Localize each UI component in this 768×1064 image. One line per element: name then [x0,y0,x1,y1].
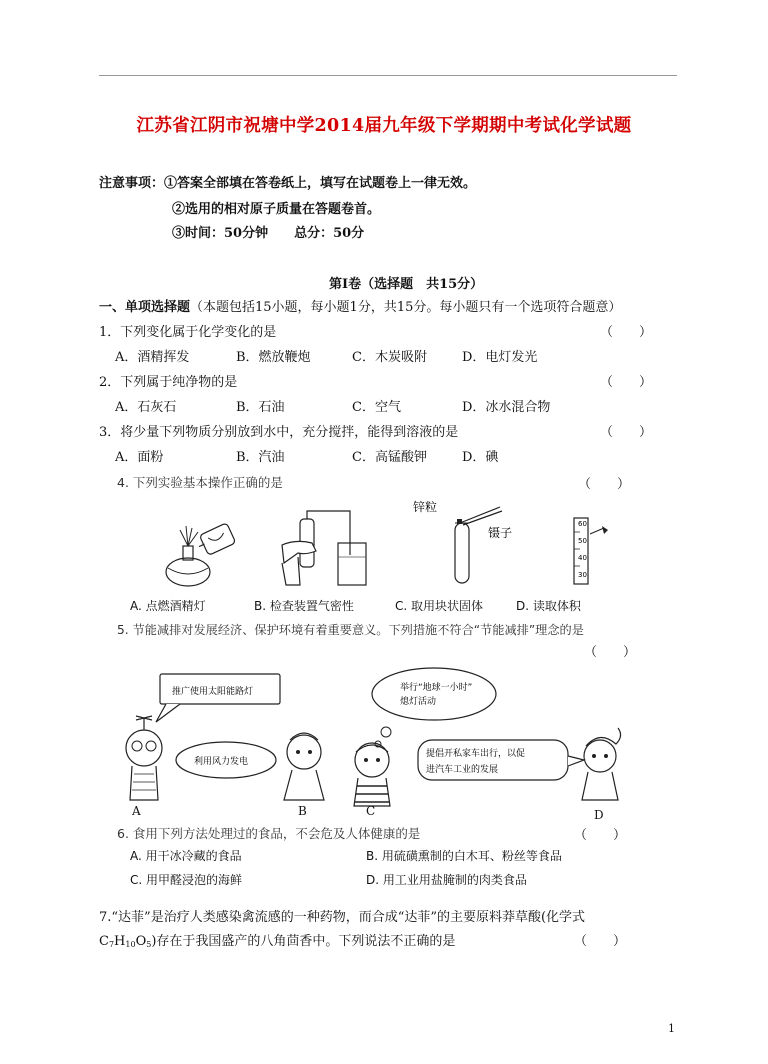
bubble-solar-streetlight: 推广使用太阳能路灯 [172,687,254,697]
q1-option-b: B．燃放鞭炮 [236,350,311,365]
question-3-stem: 3．将少量下列物质分别放到水中，充分搅拌，能得到溶液的是 [99,425,459,440]
figure-alcohol-lamp [158,510,248,590]
bubble-earth-hour-line2: 熄灯活动 [400,697,437,707]
q4-option-a: A. 点燃酒精灯 [130,599,206,613]
q2-option-d: D．冰水混合物 [462,400,551,415]
q6-option-a: A. 用干冰冷藏的食品 [130,849,242,863]
character-b [284,733,324,800]
q1-option-d: D．电灯发光 [462,350,538,365]
question-7-stem-line2: $C_7H_{10}O_5$)存在于我国盛产的八角茴香中。下列说法不正确的是 [99,934,456,949]
answer-paren-5: （ ） [584,645,637,660]
answer-paren-7: （ ） [574,934,627,949]
q4-option-d: D. 读取体积 [516,599,581,613]
q2-option-b: B．石油 [236,400,285,415]
character-a [126,716,162,800]
figure-energy-saving-cartoon [118,660,658,820]
bubble-private-car-line1: 提倡开私家车出行，以促 [426,749,526,759]
q2-option-a: A．石灰石 [115,400,177,415]
section-title: 第Ⅰ卷（选择题 共15分） [329,277,484,292]
part1-heading-line [99,296,621,315]
part1-heading: 一、单项选择题 [99,300,191,315]
q3-option-b: B．汽油 [236,450,285,465]
q2-option-c: C．空气 [352,400,401,415]
question-5-stem: 5. 节能减排对发展经济、保护环境有着重要意义。下列措施不符合“节能减排”理念的是 [117,623,584,637]
bubble-wind-power: 利用风力发电 [194,757,249,767]
question-1-stem: 1．下列变化属于化学变化的是 [99,325,277,340]
answer-paren-3: （ ） [600,425,653,440]
q4-option-b: B. 检查装置气密性 [254,599,354,613]
character-d [582,728,621,800]
part1-description: （本题包括15小题，每小题1分，共15分。每小题只有一个选项符合题意） [190,300,622,315]
q6-option-d: D. 用工业用盐腌制的肉类食品 [366,873,527,887]
notes-block [99,172,476,191]
question-2-stem: 2．下列属于纯净物的是 [99,375,238,390]
exam-title: 江苏省江阴市祝塘中学2014届九年级下学期期中考试化学试题 [136,116,632,136]
bubble-earth-hour-line1: 举行“地球一小时” [400,683,473,693]
note-2: ②选用的相对原子质量在答题卷首。 [172,202,381,217]
tick-30: 30 [578,571,587,579]
tick-60: 60 [578,520,587,528]
q1-option-a: A．酒精挥发 [115,350,190,365]
note-1: ①答案全部填在答卷纸上，填写在试题卷上一律无效。 [164,176,477,191]
page-number: 1 [668,1022,675,1035]
answer-paren-1: （ ） [600,325,653,340]
figure-read-volume [560,512,620,587]
figure-block-solid [410,497,520,592]
q3-option-c: C．高锰酸钾 [352,450,427,465]
cartoon-letter-b: B [298,804,307,818]
figure-airtightness-check [272,505,382,595]
q3-option-a: A．面粉 [115,450,164,465]
q6-option-b: B. 用硫磺熏制的白木耳、粉丝等食品 [366,849,562,863]
cartoon-letter-d: D [594,808,604,822]
q6-option-c: C. 用甲醛浸泡的海鲜 [130,873,243,887]
note-3: ③时间：50分钟 总分：50分 [172,226,365,241]
formula: $C_7H_{10}O_5$ [99,934,152,949]
zinc-label: 锌粒 [413,500,438,514]
q3-option-d: D．碘 [462,450,499,465]
question-6-stem: 6. 食用下列方法处理过的食品，不会危及人体健康的是 [117,826,421,841]
cartoon-letter-c: C [366,804,376,818]
q1-option-c: C．木炭吸附 [352,350,427,365]
answer-paren-6: （ ） [574,828,627,843]
tick-40: 40 [578,554,587,562]
question-4-stem: 4. 下列实验基本操作正确的是 [117,475,283,490]
question-7-stem: 7.“达菲”是治疗人类感染禽流感的一种药物，而合成“达菲”的主要原料莽草酸(化学式 [99,910,586,925]
header-rule [99,75,677,76]
tweezers-label: 镊子 [488,526,513,540]
q4-option-c: C. 取用块状固体 [395,599,484,613]
answer-paren-2: （ ） [600,375,653,390]
tick-50: 50 [578,537,587,545]
character-c [354,743,390,806]
cartoon-letter-a: A [132,804,141,818]
answer-paren-4: （ ） [578,477,631,492]
bubble-private-car-line2: 进汽车工业的发展 [426,765,499,775]
notes-label: 注意事项： [99,176,165,191]
